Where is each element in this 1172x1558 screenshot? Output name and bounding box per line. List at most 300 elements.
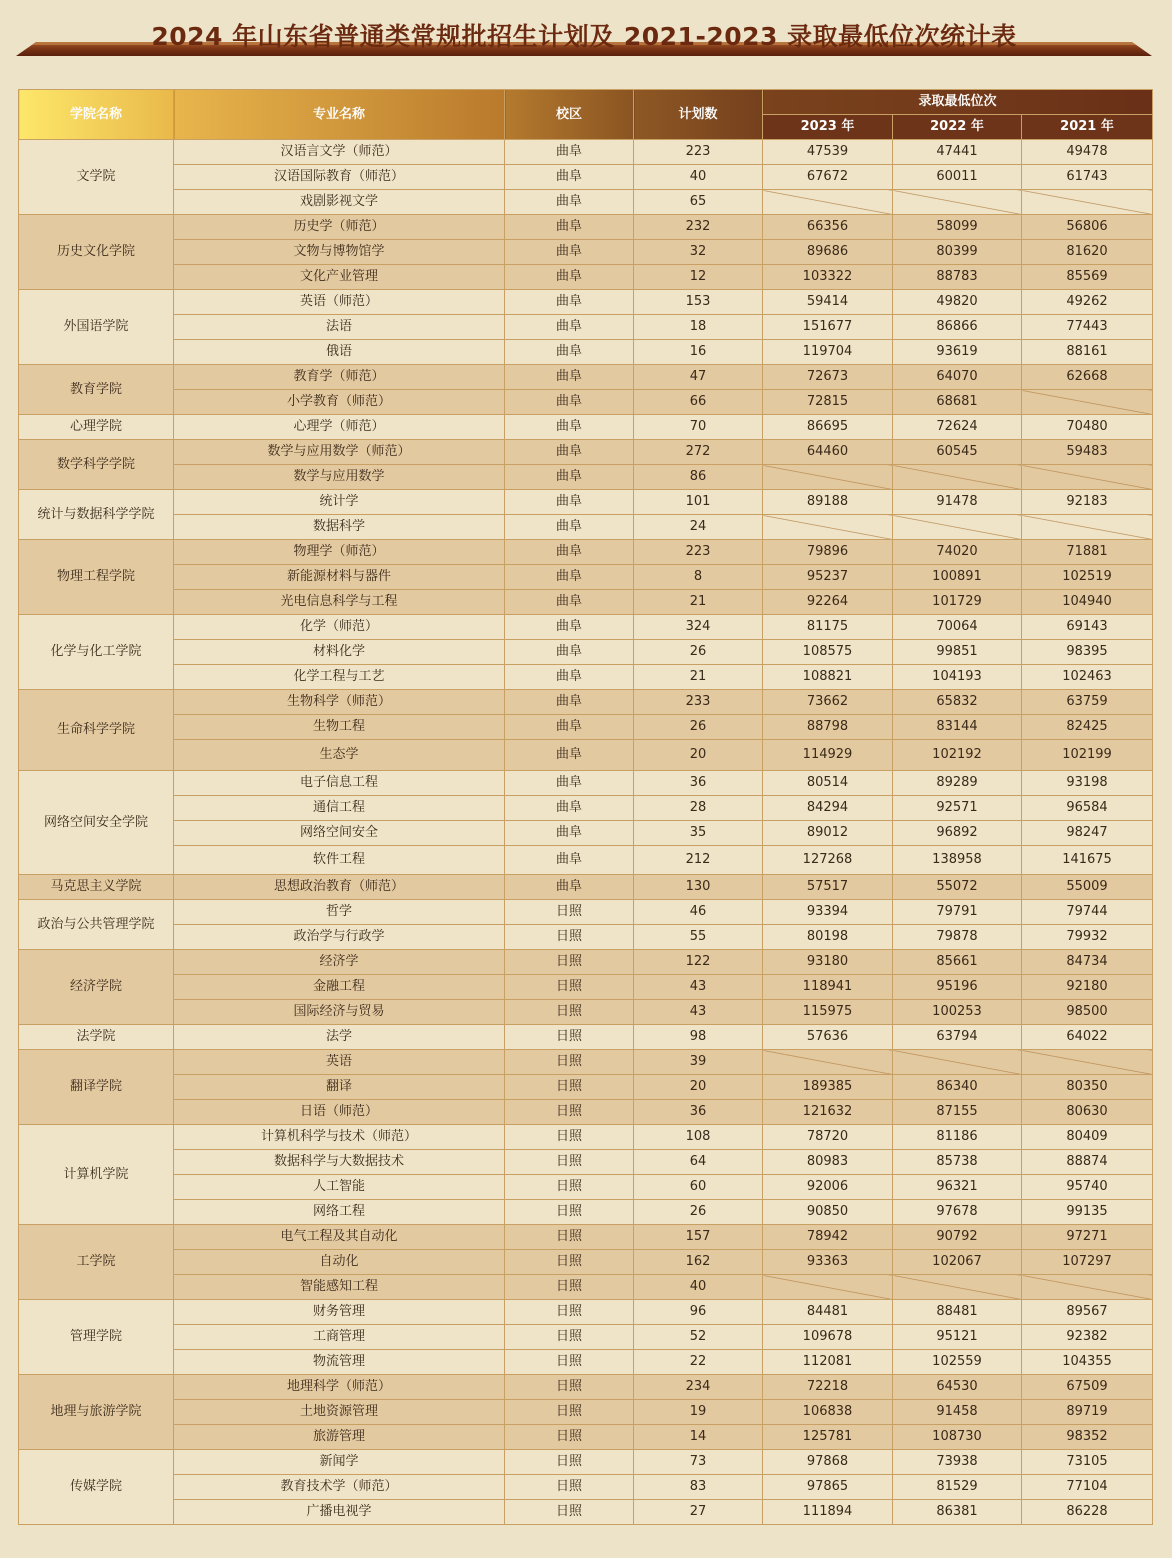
major-cell: 金融工程 (174, 975, 505, 1000)
title-banner (16, 0, 1152, 60)
rank-2022-cell: 81529 (893, 1475, 1022, 1500)
rank-2023-cell (763, 1275, 893, 1300)
plan-cell: 55 (634, 925, 763, 950)
major-cell: 俄语 (174, 340, 505, 365)
college-name-cell: 经济学院 (19, 950, 174, 1025)
major-cell: 通信工程 (174, 796, 505, 821)
major-cell: 文物与博物馆学 (174, 240, 505, 265)
rank-2021-cell: 67509 (1022, 1375, 1153, 1400)
rank-2023-cell: 64460 (763, 440, 893, 465)
rank-2021-cell: 77443 (1022, 315, 1153, 340)
plan-cell: 21 (634, 590, 763, 615)
plan-cell: 223 (634, 540, 763, 565)
rank-2021-cell: 80409 (1022, 1125, 1153, 1150)
plan-cell: 20 (634, 1075, 763, 1100)
major-cell: 地理科学（师范） (174, 1375, 505, 1400)
rank-2023-cell: 89188 (763, 490, 893, 515)
plan-cell: 27 (634, 1500, 763, 1525)
plan-cell: 22 (634, 1350, 763, 1375)
table-row (19, 1150, 1153, 1175)
campus-cell: 日照 (505, 1375, 634, 1400)
campus-cell: 日照 (505, 1475, 634, 1500)
rank-2021-cell: 81620 (1022, 240, 1153, 265)
rank-2021-cell: 62668 (1022, 365, 1153, 390)
rank-2022-cell: 87155 (893, 1100, 1022, 1125)
table-row (19, 540, 1153, 565)
campus-cell: 曲阜 (505, 665, 634, 690)
rank-2021-cell: 102519 (1022, 565, 1153, 590)
table-row (19, 1275, 1153, 1300)
campus-cell: 曲阜 (505, 515, 634, 540)
rank-2022-cell: 100891 (893, 565, 1022, 590)
table-row (19, 715, 1153, 740)
rank-2023-cell: 111894 (763, 1500, 893, 1525)
rank-2023-cell: 119704 (763, 340, 893, 365)
plan-cell: 234 (634, 1375, 763, 1400)
table-row (19, 1050, 1153, 1075)
rank-2023-cell: 57517 (763, 875, 893, 900)
rank-2022-cell: 104193 (893, 665, 1022, 690)
plan-cell: 24 (634, 515, 763, 540)
rank-2021-cell: 89719 (1022, 1400, 1153, 1425)
major-cell: 网络工程 (174, 1200, 505, 1225)
major-cell: 计算机科学与技术（师范） (174, 1125, 505, 1150)
campus-cell: 日照 (505, 1000, 634, 1025)
rank-2021-cell: 98352 (1022, 1425, 1153, 1450)
plan-cell: 43 (634, 1000, 763, 1025)
major-cell: 广播电视学 (174, 1500, 505, 1525)
major-cell: 数据科学 (174, 515, 505, 540)
major-cell: 英语（师范） (174, 290, 505, 315)
rank-2022-cell: 64070 (893, 365, 1022, 390)
major-cell: 法学 (174, 1025, 505, 1050)
plan-cell: 83 (634, 1475, 763, 1500)
table-row (19, 390, 1153, 415)
table-row (19, 565, 1153, 590)
rank-2022-cell: 68681 (893, 390, 1022, 415)
header-major: 专业名称 (174, 90, 505, 140)
plan-cell: 47 (634, 365, 763, 390)
college-name-cell: 文学院 (19, 140, 174, 215)
table-row (19, 240, 1153, 265)
plan-cell: 39 (634, 1050, 763, 1075)
table-row (19, 821, 1153, 846)
major-cell: 旅游管理 (174, 1425, 505, 1450)
plan-cell: 36 (634, 771, 763, 796)
campus-cell: 日照 (505, 1250, 634, 1275)
rank-2023-cell: 73662 (763, 690, 893, 715)
table-row (19, 1100, 1153, 1125)
rank-2021-cell: 80350 (1022, 1075, 1153, 1100)
college-name-cell: 地理与旅游学院 (19, 1375, 174, 1450)
rank-2022-cell: 95121 (893, 1325, 1022, 1350)
rank-2022-cell: 55072 (893, 875, 1022, 900)
plan-cell: 157 (634, 1225, 763, 1250)
plan-cell: 52 (634, 1325, 763, 1350)
campus-cell: 曲阜 (505, 846, 634, 875)
table-body (19, 140, 1153, 1525)
table-row (19, 975, 1153, 1000)
table-row (19, 1200, 1153, 1225)
rank-2022-cell: 74020 (893, 540, 1022, 565)
major-cell: 数学与应用数学（师范） (174, 440, 505, 465)
campus-cell: 曲阜 (505, 390, 634, 415)
table-row (19, 440, 1153, 465)
college-name-cell: 法学院 (19, 1025, 174, 1050)
table-row (19, 290, 1153, 315)
major-cell: 生物科学（师范） (174, 690, 505, 715)
campus-cell: 曲阜 (505, 215, 634, 240)
plan-cell: 86 (634, 465, 763, 490)
table-row (19, 265, 1153, 290)
campus-cell: 曲阜 (505, 640, 634, 665)
rank-2023-cell: 72815 (763, 390, 893, 415)
rank-2021-cell: 59483 (1022, 440, 1153, 465)
plan-cell: 20 (634, 740, 763, 771)
table-row (19, 740, 1153, 771)
rank-2022-cell: 79791 (893, 900, 1022, 925)
major-cell: 新闻学 (174, 1450, 505, 1475)
rank-2023-cell: 84294 (763, 796, 893, 821)
major-cell: 哲学 (174, 900, 505, 925)
campus-cell: 日照 (505, 1100, 634, 1125)
table-row (19, 771, 1153, 796)
campus-cell: 日照 (505, 1500, 634, 1525)
rank-2022-cell: 72624 (893, 415, 1022, 440)
college-name-cell: 心理学院 (19, 415, 174, 440)
campus-cell: 曲阜 (505, 465, 634, 490)
table-row (19, 340, 1153, 365)
rank-2022-cell: 86340 (893, 1075, 1022, 1100)
plan-cell: 65 (634, 190, 763, 215)
major-cell: 新能源材料与器件 (174, 565, 505, 590)
major-cell: 数据科学与大数据技术 (174, 1150, 505, 1175)
plan-cell: 70 (634, 415, 763, 440)
table-row (19, 846, 1153, 875)
plan-cell: 32 (634, 240, 763, 265)
major-cell: 戏剧影视文学 (174, 190, 505, 215)
rank-2021-cell: 98500 (1022, 1000, 1153, 1025)
rank-2022-cell: 58099 (893, 215, 1022, 240)
college-name-cell: 传媒学院 (19, 1450, 174, 1525)
rank-2021-cell: 92183 (1022, 490, 1153, 515)
college-name-cell: 统计与数据科学学院 (19, 490, 174, 540)
campus-cell: 曲阜 (505, 615, 634, 640)
plan-cell: 212 (634, 846, 763, 875)
rank-2021-cell: 55009 (1022, 875, 1153, 900)
table-row (19, 1350, 1153, 1375)
header-year-2021: 2021 年 (1022, 115, 1153, 140)
table-row (19, 875, 1153, 900)
campus-cell: 日照 (505, 1400, 634, 1425)
rank-2022-cell (893, 465, 1022, 490)
college-name-cell: 物理工程学院 (19, 540, 174, 615)
table-row (19, 1425, 1153, 1450)
rank-2023-cell (763, 465, 893, 490)
rank-2022-cell: 60545 (893, 440, 1022, 465)
campus-cell: 日照 (505, 1425, 634, 1450)
rank-2021-cell: 96584 (1022, 796, 1153, 821)
major-cell: 数学与应用数学 (174, 465, 505, 490)
rank-2021-cell: 77104 (1022, 1475, 1153, 1500)
major-cell: 生态学 (174, 740, 505, 771)
rank-2023-cell: 67672 (763, 165, 893, 190)
table-row (19, 1125, 1153, 1150)
campus-cell: 曲阜 (505, 290, 634, 315)
rank-2022-cell: 80399 (893, 240, 1022, 265)
rank-2021-cell: 104355 (1022, 1350, 1153, 1375)
rank-2023-cell: 118941 (763, 975, 893, 1000)
campus-cell: 日照 (505, 950, 634, 975)
major-cell: 心理学（师范） (174, 415, 505, 440)
rank-2021-cell (1022, 515, 1153, 540)
rank-2021-cell (1022, 390, 1153, 415)
rank-2022-cell: 60011 (893, 165, 1022, 190)
rank-2023-cell: 95237 (763, 565, 893, 590)
rank-2022-cell: 70064 (893, 615, 1022, 640)
major-cell: 思想政治教育（师范） (174, 875, 505, 900)
major-cell: 日语（师范） (174, 1100, 505, 1125)
rank-2021-cell: 73105 (1022, 1450, 1153, 1475)
rank-2023-cell: 121632 (763, 1100, 893, 1125)
rank-2023-cell: 89012 (763, 821, 893, 846)
plan-cell: 35 (634, 821, 763, 846)
rank-2022-cell: 96321 (893, 1175, 1022, 1200)
page-title: 2024 年山东省普通类常规批招生计划及 2021-2023 录取最低位次统计表 (151, 22, 1017, 51)
major-cell: 汉语言文学（师范） (174, 140, 505, 165)
rank-2023-cell (763, 515, 893, 540)
plan-cell: 272 (634, 440, 763, 465)
rank-2021-cell: 49262 (1022, 290, 1153, 315)
rank-2023-cell: 151677 (763, 315, 893, 340)
rank-2023-cell: 92264 (763, 590, 893, 615)
major-cell: 经济学 (174, 950, 505, 975)
campus-cell: 曲阜 (505, 590, 634, 615)
table-row (19, 215, 1153, 240)
rank-2023-cell: 97868 (763, 1450, 893, 1475)
rank-2023-cell: 81175 (763, 615, 893, 640)
rank-2023-cell: 72218 (763, 1375, 893, 1400)
rank-2021-cell: 82425 (1022, 715, 1153, 740)
major-cell: 小学教育（师范） (174, 390, 505, 415)
major-cell: 电子信息工程 (174, 771, 505, 796)
rank-2023-cell: 47539 (763, 140, 893, 165)
campus-cell: 曲阜 (505, 715, 634, 740)
table-row (19, 315, 1153, 340)
header-college: 学院名称 (19, 90, 174, 140)
college-name-cell: 生命科学学院 (19, 690, 174, 771)
major-cell: 法语 (174, 315, 505, 340)
table-row (19, 165, 1153, 190)
campus-cell: 日照 (505, 900, 634, 925)
rank-2023-cell: 90850 (763, 1200, 893, 1225)
rank-2022-cell: 96892 (893, 821, 1022, 846)
campus-cell: 日照 (505, 1450, 634, 1475)
rank-2022-cell: 88481 (893, 1300, 1022, 1325)
rank-2023-cell (763, 190, 893, 215)
rank-2022-cell: 108730 (893, 1425, 1022, 1450)
college-name-cell: 工学院 (19, 1225, 174, 1300)
rank-2021-cell (1022, 1275, 1153, 1300)
rank-2022-cell: 65832 (893, 690, 1022, 715)
rank-2021-cell: 56806 (1022, 215, 1153, 240)
table-row (19, 1475, 1153, 1500)
rank-2021-cell: 104940 (1022, 590, 1153, 615)
rank-2022-cell: 91478 (893, 490, 1022, 515)
campus-cell: 曲阜 (505, 490, 634, 515)
major-cell: 统计学 (174, 490, 505, 515)
rank-2022-cell: 88783 (893, 265, 1022, 290)
rank-2022-cell: 85738 (893, 1150, 1022, 1175)
table-row (19, 1300, 1153, 1325)
major-cell: 物理学（师范） (174, 540, 505, 565)
rank-2023-cell: 92006 (763, 1175, 893, 1200)
plan-cell: 153 (634, 290, 763, 315)
major-cell: 物流管理 (174, 1350, 505, 1375)
rank-2021-cell (1022, 465, 1153, 490)
rank-2023-cell: 84481 (763, 1300, 893, 1325)
plan-cell: 101 (634, 490, 763, 515)
table-row (19, 490, 1153, 515)
table-row (19, 1175, 1153, 1200)
rank-2021-cell: 88161 (1022, 340, 1153, 365)
campus-cell: 曲阜 (505, 140, 634, 165)
rank-2022-cell: 95196 (893, 975, 1022, 1000)
plan-cell: 19 (634, 1400, 763, 1425)
rank-2022-cell: 138958 (893, 846, 1022, 875)
rank-2023-cell: 79896 (763, 540, 893, 565)
plan-cell: 108 (634, 1125, 763, 1150)
rank-2023-cell: 88798 (763, 715, 893, 740)
campus-cell: 日照 (505, 1025, 634, 1050)
major-cell: 自动化 (174, 1250, 505, 1275)
rank-2023-cell: 127268 (763, 846, 893, 875)
table-row (19, 665, 1153, 690)
rank-2021-cell: 79932 (1022, 925, 1153, 950)
rank-2021-cell: 89567 (1022, 1300, 1153, 1325)
campus-cell: 曲阜 (505, 540, 634, 565)
rank-2022-cell: 89289 (893, 771, 1022, 796)
rank-2023-cell: 80198 (763, 925, 893, 950)
plan-cell: 73 (634, 1450, 763, 1475)
table-row (19, 140, 1153, 165)
rank-2022-cell: 79878 (893, 925, 1022, 950)
table-row (19, 1000, 1153, 1025)
major-cell: 财务管理 (174, 1300, 505, 1325)
rank-2023-cell: 93394 (763, 900, 893, 925)
major-cell: 文化产业管理 (174, 265, 505, 290)
table-row (19, 1250, 1153, 1275)
rank-2022-cell: 85661 (893, 950, 1022, 975)
rank-2022-cell: 86866 (893, 315, 1022, 340)
campus-cell: 曲阜 (505, 565, 634, 590)
college-name-cell: 历史文化学院 (19, 215, 174, 290)
campus-cell: 日照 (505, 925, 634, 950)
campus-cell: 曲阜 (505, 365, 634, 390)
rank-2023-cell: 114929 (763, 740, 893, 771)
rank-2022-cell: 93619 (893, 340, 1022, 365)
major-cell: 化学工程与工艺 (174, 665, 505, 690)
campus-cell: 曲阜 (505, 265, 634, 290)
campus-cell: 日照 (505, 1325, 634, 1350)
plan-cell: 43 (634, 975, 763, 1000)
rank-2022-cell: 92571 (893, 796, 1022, 821)
campus-cell: 曲阜 (505, 440, 634, 465)
rank-2021-cell: 99135 (1022, 1200, 1153, 1225)
rank-2021-cell: 64022 (1022, 1025, 1153, 1050)
major-cell: 翻译 (174, 1075, 505, 1100)
plan-cell: 232 (634, 215, 763, 240)
plan-cell: 233 (634, 690, 763, 715)
campus-cell: 日照 (505, 1175, 634, 1200)
table-row (19, 1450, 1153, 1475)
major-cell: 教育技术学（师范） (174, 1475, 505, 1500)
plan-cell: 60 (634, 1175, 763, 1200)
major-cell: 材料化学 (174, 640, 505, 665)
rank-2021-cell: 61743 (1022, 165, 1153, 190)
rank-2021-cell: 85569 (1022, 265, 1153, 290)
rank-2022-cell: 102559 (893, 1350, 1022, 1375)
campus-cell: 曲阜 (505, 415, 634, 440)
campus-cell: 日照 (505, 1050, 634, 1075)
plan-cell: 96 (634, 1300, 763, 1325)
major-cell: 生物工程 (174, 715, 505, 740)
rank-2023-cell: 72673 (763, 365, 893, 390)
major-cell: 工商管理 (174, 1325, 505, 1350)
plan-cell: 36 (634, 1100, 763, 1125)
rank-2023-cell: 89686 (763, 240, 893, 265)
campus-cell: 日照 (505, 1350, 634, 1375)
rank-2022-cell: 99851 (893, 640, 1022, 665)
college-name-cell: 计算机学院 (19, 1125, 174, 1225)
campus-cell: 日照 (505, 1275, 634, 1300)
major-cell: 历史学（师范） (174, 215, 505, 240)
campus-cell: 曲阜 (505, 690, 634, 715)
table-row (19, 925, 1153, 950)
major-cell: 教育学（师范） (174, 365, 505, 390)
table-row (19, 190, 1153, 215)
rank-2023-cell: 103322 (763, 265, 893, 290)
campus-cell: 曲阜 (505, 240, 634, 265)
campus-cell: 日照 (505, 1200, 634, 1225)
rank-2022-cell: 47441 (893, 140, 1022, 165)
rank-2023-cell: 86695 (763, 415, 893, 440)
college-name-cell: 网络空间安全学院 (19, 771, 174, 875)
table-row (19, 1500, 1153, 1525)
plan-cell: 14 (634, 1425, 763, 1450)
rank-2022-cell: 81186 (893, 1125, 1022, 1150)
table-row (19, 590, 1153, 615)
rank-2022-cell (893, 190, 1022, 215)
plan-cell: 40 (634, 1275, 763, 1300)
table-row (19, 1375, 1153, 1400)
major-cell: 电气工程及其自动化 (174, 1225, 505, 1250)
campus-cell: 曲阜 (505, 796, 634, 821)
rank-2023-cell: 106838 (763, 1400, 893, 1425)
plan-cell: 26 (634, 640, 763, 665)
rank-2022-cell: 101729 (893, 590, 1022, 615)
rank-2022-cell: 102192 (893, 740, 1022, 771)
rank-2023-cell: 97865 (763, 1475, 893, 1500)
campus-cell: 曲阜 (505, 821, 634, 846)
major-cell: 国际经济与贸易 (174, 1000, 505, 1025)
table-row (19, 640, 1153, 665)
rank-2022-cell (893, 1275, 1022, 1300)
rank-2021-cell: 92382 (1022, 1325, 1153, 1350)
rank-2021-cell: 141675 (1022, 846, 1153, 875)
rank-2023-cell (763, 1050, 893, 1075)
campus-cell: 曲阜 (505, 740, 634, 771)
